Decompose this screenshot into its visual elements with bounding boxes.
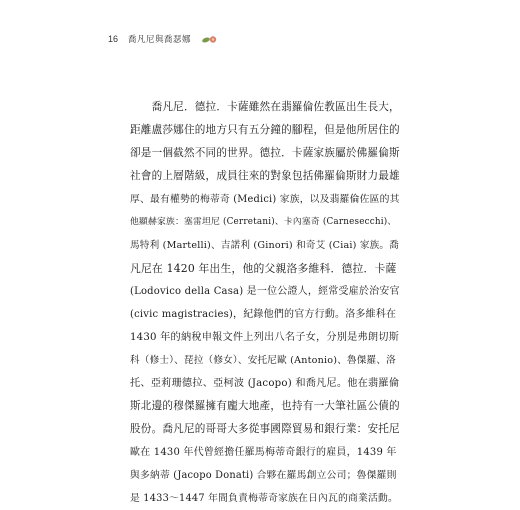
page-header [108, 33, 219, 45]
text-line: 卻是一個截然不同的世界。德拉．卡薩家族屬於佛羅倫斯 [130, 147, 400, 159]
text-line: 凡尼在 1420 年出生，他的父親洛多維科．德拉．卡薩 [130, 262, 397, 275]
text-line: (civic magistracies)，紀錄他們的官方行動。洛多維科在 [130, 309, 397, 320]
text-line: 是 1433～1447 年間負責梅蒂奇家族在日內瓦的商業活動。 [130, 493, 399, 504]
text-line: 馬特利 (Martelli)、吉諾利 (Ginori) 和奇艾 (Ciai) 家族。喬 [130, 240, 400, 251]
text-line: 托、亞莉珊德拉、亞柯波 (Jacopo) 和喬凡尼。他在翡羅倫 [130, 378, 400, 389]
text-line: 與多納蒂 (Jacopo Donati) 合夥在羅馬創立公司；魯傑羅則 [130, 470, 397, 481]
text-line: 斯北邊的穆傑羅擁有龐大地產，也持有一大筆社區公債的 [130, 400, 400, 412]
page-number: 16 [108, 34, 119, 44]
text-line: 他顯赫家族：塞雷坦尼 (Cerretani)、卡內塞奇 (Carnesecchi)、 [130, 217, 397, 227]
text-line: 厚、最有權勢的梅蒂奇 (Medici) 家族，以及翡羅倫佐區的其 [130, 194, 400, 205]
running-title: 喬凡尼與喬瑟娜 [128, 35, 192, 45]
text-line: (Lodovico della Casa) 是一位公證人，經常受雇於治安官 [130, 286, 400, 297]
body-text [130, 96, 400, 510]
text-line: 距離盧莎娜住的地方只有五分鐘的腳程，但是他所居住的 [130, 124, 400, 136]
text-line: 1430 年的納稅申報文件上列出八名子女，分別是弗朗切斯 [130, 332, 400, 343]
text-line: 股份。喬凡尼的哥哥大多從事國際貿易和銀行業：安托尼 [130, 423, 400, 435]
floral-ornament-icon [201, 35, 219, 44]
text-line: 科（修士）、琵拉（修女）、安托尼歐 (Antonio)、魯傑羅、洛 [130, 355, 396, 366]
text-line: 社會的上層階級，成員往來的對象包括佛羅倫斯財力最雄 [130, 170, 400, 182]
text-line: 歐在 1430 年代曾經擔任羅馬梅蒂奇銀行的雇員，1439 年 [130, 447, 397, 458]
text-line: 喬凡尼．德拉．卡薩雖然在翡羅倫佐教區出生長大， [130, 101, 400, 113]
